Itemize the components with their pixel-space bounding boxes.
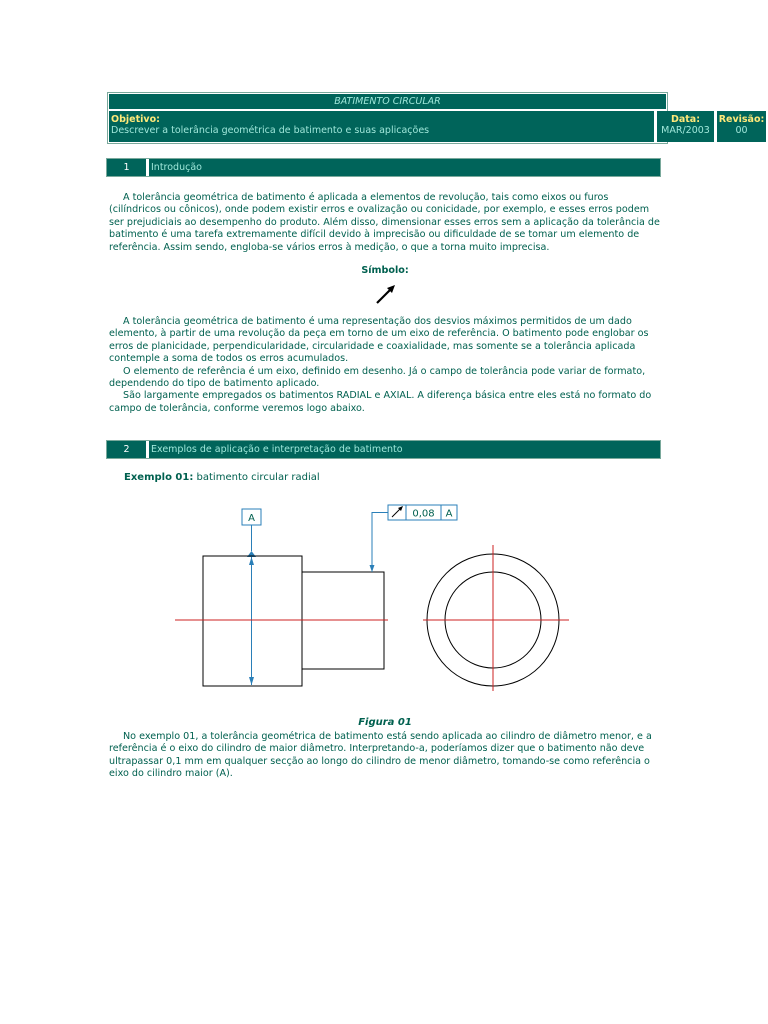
runout-arrow-icon <box>374 284 398 306</box>
symbol-label: Símbolo: <box>361 265 409 276</box>
intro-text-2: A tolerância geométrica de batimento é uma representação dos desvios máximos permitidos de um dado elemento, à partir de uma revolução da peça em torno de um eixo de referência. O batimento pode englobar os erros de planicidade, perpendicularidade, circularidade e coaxialidade, mas somente se a tolerância aplicada contemple a soma de todos os erros acumulados. <box>109 316 649 365</box>
intro-text-1: A tolerância geométrica de batimento é aplicada a elementos de revolução, tais como eixos ou furos (cilíndricos ou cônicos), onde podem existir erros e ovalização ou conicidade, por exemplo, e esses erros podem ser prejudiciais ao desempenho do produto. Além disso, dimensionar esses erros sem a aplicação da tolerância de batimento é uma tarefa extremamente difícil devido à imprecisão ou dificuldade de se tomar um elemento de referência. Assim sendo, engloba-se vários erros à medição, o que a torna muito imprecisa. <box>109 192 660 253</box>
dimension-arrow-bottom <box>249 677 254 685</box>
section-1-header <box>107 159 660 176</box>
date-value: MAR/2003 <box>661 125 710 136</box>
objective-label: Objetivo: <box>111 114 160 125</box>
large-cylinder <box>203 556 302 686</box>
example-label: Exemplo 01: <box>124 472 194 483</box>
document-title: BATIMENTO CIRCULAR <box>109 94 666 109</box>
intro-text-4: São largamente empregados os batimentos RADIAL e AXIAL. A diferença básica entre eles está no formato do campo de tolerância, conforme veremos logo abaixo. <box>109 390 652 414</box>
section-title: Introdução <box>149 159 660 176</box>
example-description <box>109 731 661 781</box>
date-label: Data: <box>670 114 701 125</box>
section-title: Exemplos de aplicação e interpretação de batimento <box>149 441 660 458</box>
intro-paragraph-1 <box>109 192 661 254</box>
date-cell <box>657 111 714 142</box>
revision-label: Revisão: <box>718 114 765 125</box>
document-header <box>107 92 765 144</box>
frame-leader <box>372 513 388 573</box>
tolerance-value: 0,08 <box>412 508 435 520</box>
example-text: batimento circular radial <box>196 472 320 483</box>
runout-drawing <box>0 495 768 705</box>
section-number: 1 <box>107 159 146 176</box>
tolerance-datum: A <box>445 508 453 520</box>
revision-cell <box>717 111 766 142</box>
example-heading <box>124 472 320 483</box>
dimension-arrow-top <box>249 557 254 565</box>
intro-text-3: O elemento de referência é um eixo, definido em desenho. Já o campo de tolerância pode variar de formato, dependendo do tipo de batimento aplicado. <box>109 365 646 390</box>
example-description-text: No exemplo 01, a tolerância geométrica de batimento está sendo aplicada ao cilindro de diâmetro menor, e a referência é o eixo do cilindro de maior diâmetro. Interpretando-a, poderíamos dizer que o batimento não deve ultrapassar 0,1 mm em qualquer secção ao longo do cilindro de menor diâmetro, tomando-se como referência o eixo do cilindro maior (A). <box>109 731 652 780</box>
datum-letter: A <box>248 513 255 524</box>
leader-arrow <box>370 565 375 572</box>
intro-paragraphs <box>109 316 661 415</box>
section-number: 2 <box>107 441 146 458</box>
figure-caption: Figura 01 <box>358 717 412 728</box>
revision-value: 00 <box>735 125 748 136</box>
objective-cell <box>109 111 654 142</box>
section-2-header <box>107 441 660 458</box>
objective-text: Descrever a tolerância geométrica de batimento e suas aplicações <box>111 125 430 136</box>
